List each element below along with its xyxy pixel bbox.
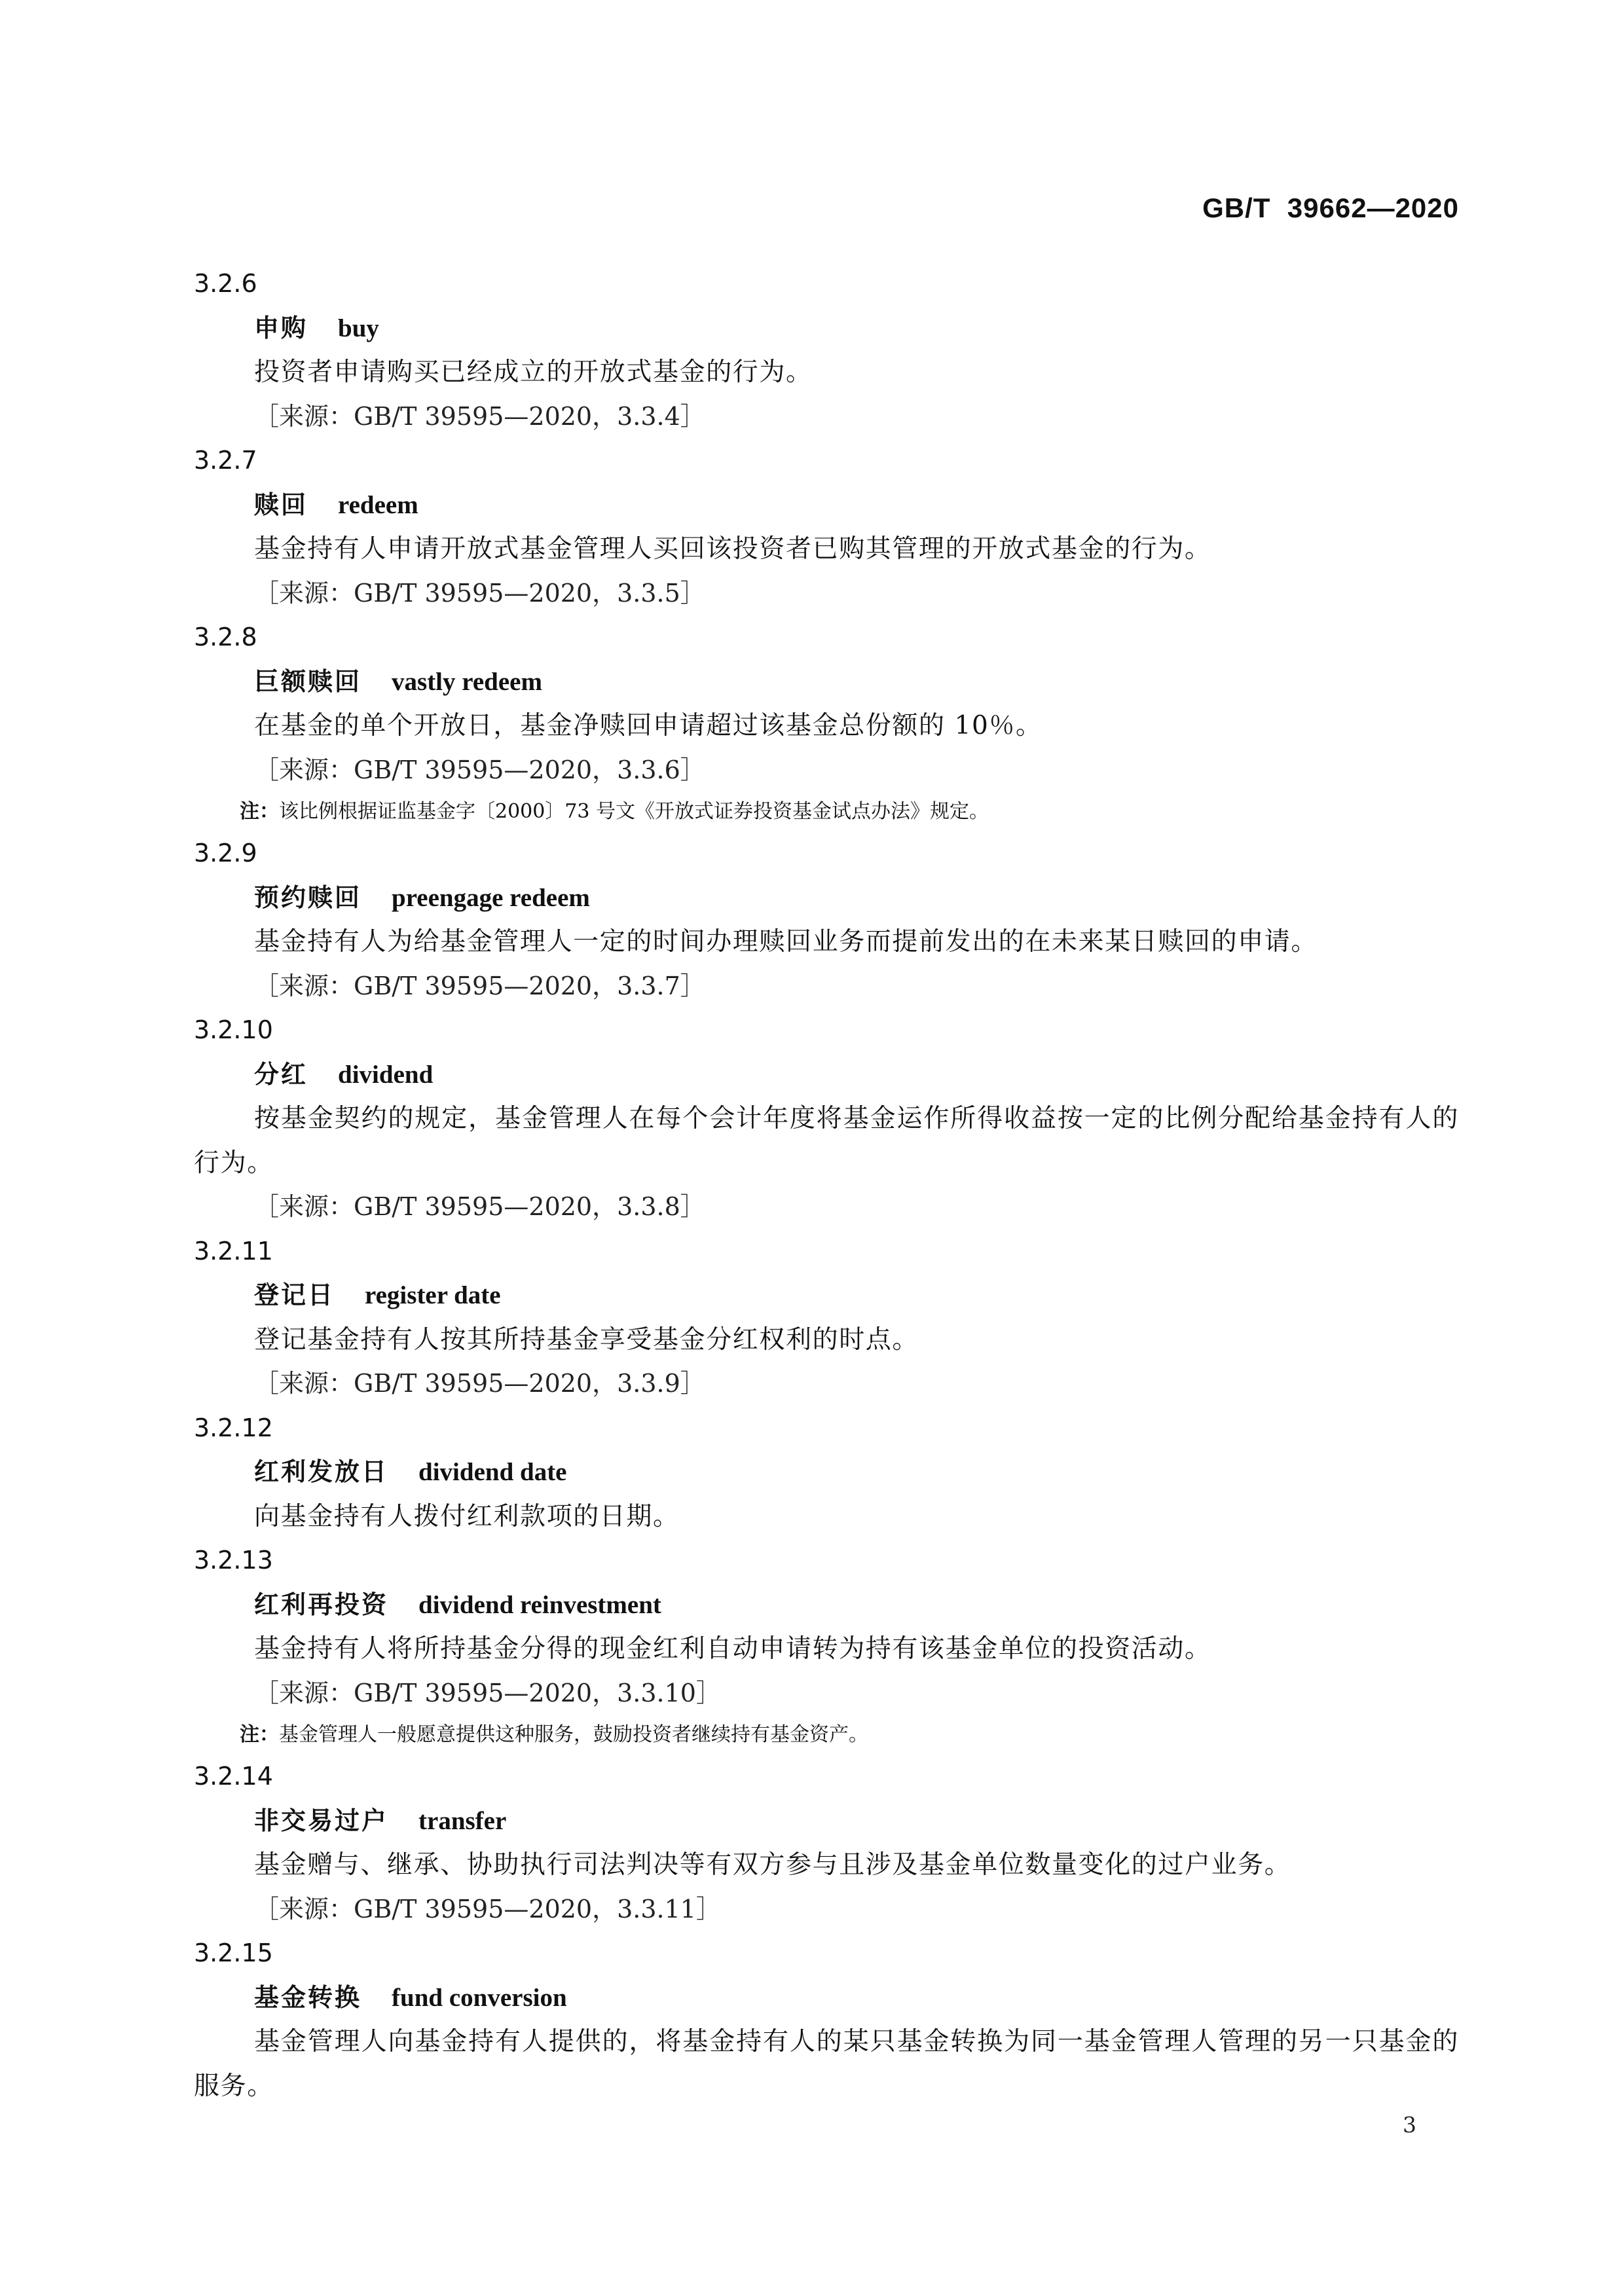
term-chinese: 红利再投资 xyxy=(254,1590,389,1619)
term-title xyxy=(194,1976,1459,2020)
term-chinese: 分红 xyxy=(254,1059,308,1089)
term-entry xyxy=(194,831,1459,1008)
term-title xyxy=(194,660,1459,704)
term-number: 3.2.6 xyxy=(194,269,257,298)
term-number: 3.2.11 xyxy=(194,1236,273,1266)
term-definition: 按基金契约的规定，基金管理人在每个会计年度将基金运作所得收益按一定的比例分配给基金持有人的行为。 xyxy=(194,1104,1459,1178)
term-title xyxy=(194,483,1459,528)
term-english: buy xyxy=(338,314,379,342)
term-definition: 基金管理人向基金持有人提供的，将基金持有人的某只基金转换为同一基金管理人管理的另一只基金的服务。 xyxy=(194,2027,1459,2101)
term-number: 3.2.13 xyxy=(194,1546,273,1575)
term-number: 3.2.9 xyxy=(194,839,257,867)
term-definition: 投资者申请购买已经成立的开放式基金的行为。 xyxy=(254,357,813,387)
term-title xyxy=(194,1583,1459,1628)
term-entry xyxy=(194,1230,1459,1406)
term-note xyxy=(194,1715,1459,1755)
note-text: 该比例根据证监基金字〔2000〕73 号文《开放式证券投资基金试点办法》规定。 xyxy=(279,800,989,823)
term-english: vastly redeem xyxy=(392,667,542,696)
term-source: ［来源：GB/T 39595—2020，3.3.5］ xyxy=(254,578,705,608)
term-source: ［来源：GB/T 39595—2020，3.3.4］ xyxy=(254,401,705,431)
term-number: 3.2.14 xyxy=(194,1762,273,1791)
term-english: redeem xyxy=(338,490,418,519)
term-english: preengage redeem xyxy=(392,883,590,912)
term-chinese: 基金转换 xyxy=(254,1982,362,2012)
term-title xyxy=(194,1450,1459,1495)
standard-code: GB/T 39662—2020 xyxy=(1202,192,1459,223)
term-note xyxy=(194,792,1459,831)
term-source: ［来源：GB/T 39595—2020，3.3.9］ xyxy=(254,1369,705,1398)
term-definition: 基金持有人将所持基金分得的现金红利自动申请转为持有该基金单位的投资活动。 xyxy=(254,1634,1211,1664)
term-number: 3.2.12 xyxy=(194,1413,273,1442)
term-english: register date xyxy=(365,1281,501,1309)
term-title xyxy=(194,1799,1459,1844)
term-number: 3.2.15 xyxy=(194,1939,273,1967)
term-entry xyxy=(194,1755,1459,1931)
term-entry xyxy=(194,1406,1459,1539)
term-source: ［来源：GB/T 39595—2020，3.3.8］ xyxy=(254,1192,705,1221)
term-title xyxy=(194,1053,1459,1097)
term-entry xyxy=(194,615,1459,831)
term-definition: 基金赠与、继承、协助执行司法判决等有双方参与且涉及基金单位数量变化的过户业务。 xyxy=(254,1850,1291,1880)
term-chinese: 申购 xyxy=(254,313,308,342)
term-title xyxy=(194,876,1459,920)
term-english: dividend xyxy=(338,1060,434,1089)
term-entry xyxy=(194,1008,1459,1230)
term-source: ［来源：GB/T 39595—2020，3.3.6］ xyxy=(254,755,705,784)
term-chinese: 非交易过户 xyxy=(254,1806,389,1835)
term-chinese: 红利发放日 xyxy=(254,1457,389,1486)
term-chinese: 巨额赎回 xyxy=(254,666,362,696)
note-label: 注： xyxy=(240,800,279,823)
term-title xyxy=(194,1273,1459,1318)
term-title xyxy=(194,306,1459,351)
term-definition: 基金持有人申请开放式基金管理人买回该投资者已购其管理的开放式基金的行为。 xyxy=(254,534,1211,564)
term-entry xyxy=(194,1539,1459,1755)
term-english: transfer xyxy=(418,1806,507,1835)
note-text: 基金管理人一般愿意提供这种服务，鼓励投资者继续持有基金资产。 xyxy=(279,1723,868,1746)
term-definition: 登记基金持有人按其所持基金享受基金分红权利的时点。 xyxy=(254,1324,919,1355)
term-chinese: 预约赎回 xyxy=(254,883,362,912)
term-definition: 向基金持有人拨付红利款项的日期。 xyxy=(254,1501,680,1531)
term-number: 3.2.7 xyxy=(194,446,257,475)
term-english: fund conversion xyxy=(392,1983,567,2012)
term-source: ［来源：GB/T 39595—2020，3.3.11］ xyxy=(254,1894,721,1923)
page-number: 3 xyxy=(1403,2112,1416,2138)
term-entry xyxy=(194,439,1459,615)
term-number: 3.2.8 xyxy=(194,623,257,651)
term-source: ［来源：GB/T 39595—2020，3.3.7］ xyxy=(254,971,705,1000)
term-english: dividend reinvestment xyxy=(418,1590,661,1619)
term-entry xyxy=(194,262,1459,439)
term-definition: 基金持有人为给基金管理人一定的时间办理赎回业务而提前发出的在未来某日赎回的申请。 xyxy=(254,927,1318,957)
note-label: 注： xyxy=(240,1723,279,1746)
term-chinese: 登记日 xyxy=(254,1281,335,1309)
terms-section xyxy=(194,262,1459,2108)
term-definition: 在基金的单个开放日，基金净赎回申请超过该基金总份额的 10％。 xyxy=(254,711,1043,740)
term-number: 3.2.10 xyxy=(194,1015,273,1044)
term-entry xyxy=(194,1931,1459,2108)
term-english: dividend date xyxy=(418,1458,567,1486)
term-chinese: 赎回 xyxy=(254,490,308,519)
term-source: ［来源：GB/T 39595—2020，3.3.10］ xyxy=(254,1678,721,1707)
